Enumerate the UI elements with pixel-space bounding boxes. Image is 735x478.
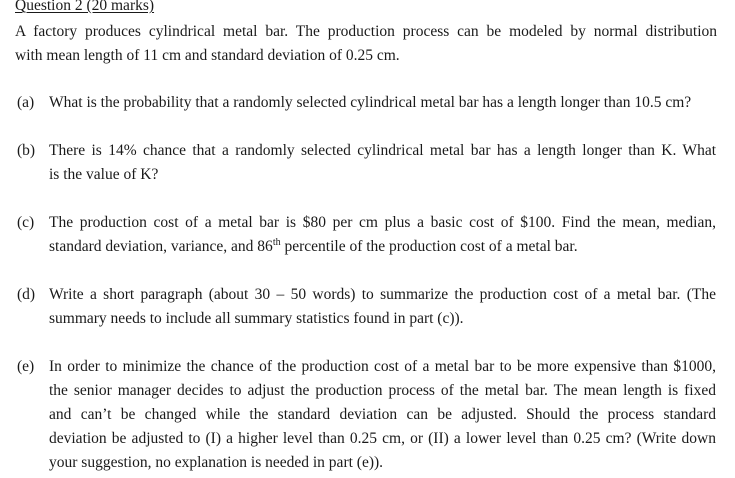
part-d-label: (d) bbox=[17, 286, 36, 303]
part-c-line-2-pre: standard deviation, variance, and 86 bbox=[49, 238, 273, 255]
part-b-line-1: There is 14% chance that a randomly selected cylindrical metal bar has a length longer than K. What bbox=[49, 142, 716, 159]
part-e-label: (e) bbox=[17, 358, 35, 375]
question-intro-line-1: A factory produces cylindrical metal bar. The production process can be modeled by normal distribution bbox=[15, 23, 717, 40]
part-c-label: (c) bbox=[17, 214, 35, 231]
part-c-line-2 bbox=[49, 237, 578, 257]
part-c-line-1: The production cost of a metal bar is $80 per cm plus a basic cost of $100. Find the mean, median, bbox=[49, 214, 716, 231]
part-e-line-3: and can’t be changed while the standard deviation can be adjusted. Should the process standard bbox=[49, 406, 716, 423]
part-c-line-2-superscript: th bbox=[272, 236, 281, 248]
part-a-label: (a) bbox=[17, 94, 35, 111]
part-e-line-4: deviation be adjusted to (I) a higher level than 0.25 cm, or (II) a lower level than 0.25 cm? (Write down bbox=[49, 430, 716, 447]
question-heading: Question 2 (20 marks) bbox=[15, 0, 155, 14]
part-d-line-2: summary needs to include all summary statistics found in part (c)). bbox=[49, 310, 464, 327]
part-e-line-1: In order to minimize the chance of the production cost of a metal bar to be more expensive than $1000, bbox=[49, 358, 716, 375]
part-a-line-1: What is the probability that a randomly selected cylindrical metal bar has a length longer than 10.5 cm? bbox=[49, 94, 692, 111]
part-d-line-1: Write a short paragraph (about 30 – 50 words) to summarize the production cost of a metal bar. (The bbox=[49, 286, 716, 303]
part-b-label: (b) bbox=[17, 142, 36, 159]
part-b-line-2: is the value of K? bbox=[49, 166, 159, 183]
part-e-line-5: your suggestion, no explanation is needed in part (e)). bbox=[49, 454, 384, 471]
part-e-line-2: the senior manager decides to adjust the production process of the metal bar. The mean length is fixed bbox=[49, 382, 716, 399]
part-c-line-2-post: percentile of the production cost of a metal bar. bbox=[280, 238, 578, 255]
question-intro-line-2: with mean length of 11 cm and standard deviation of 0.25 cm. bbox=[15, 47, 400, 64]
